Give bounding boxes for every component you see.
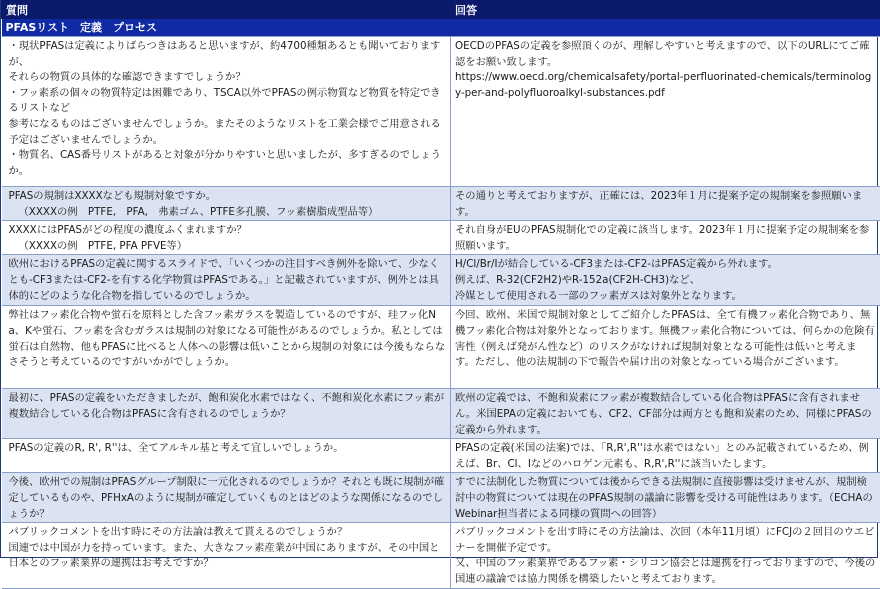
question-cell: [2, 255, 451, 306]
answer-cell: [451, 389, 880, 439]
qa-table: [1, 0, 880, 589]
answer-cell: [451, 306, 880, 389]
question-text: 弊社はフッ素化合物や蛍石を原料とした含フッ素ガラスを製造しているのですが、珪フッ化Na、Kや蛍石、フッ素を含むガラスは規制の対象になる可能性があるのでしょうか。私としては蛍石は自然物、他もPFASに比べると人体への影響は低いことから規制の対象には今後もならなさそうと考えているのですがいかがでしょうか。: [8, 309, 446, 369]
question-column-header: 質問: [2, 0, 451, 19]
answer-text: PFASの定義(米国の法案)では、「R,R',R''は水素ではない」とのみ記載されているため、例えば、Br、Cl、Iなどのハロゲン元素も、R,R',R''に該当いたします。: [455, 442, 869, 470]
answer-text: H/Cl/Br/Iが結合している-CF3または-CF2-はPFAS定義から外れます。: [455, 258, 778, 271]
answer-column-header: 回答: [451, 0, 880, 19]
answer-cell: [451, 221, 880, 255]
section-title: PFASリスト 定義 プロセス: [2, 19, 880, 37]
question-text: （XXXXの例 PTFE, PFA, 弗素ゴム、PTFE多孔膜、フッ素樹脂成型品等）: [18, 205, 379, 218]
answer-text: 例えば、R-32(CF2H2)やR-152a(CF2H-CH3)など、: [455, 273, 700, 286]
question-text: PFASの定義のR, R', R''は、全てアルキル基と考えて宜しいでしょうか。: [8, 442, 344, 455]
table-row: [2, 255, 880, 306]
question-text: それらの物質の具体的な確認できますでしょうか？: [8, 71, 246, 84]
question-cell: [2, 37, 451, 187]
question-text: 欧州におけるPFASの定義に関するスライドで、「いくつかの注目すべき例外を除いて、少なくとも-CF3または-CF2-を有する化学物質はPFASである。」と記載されていますが、例外とは具体的にどのような化合物を指しているのでしょうか。: [8, 258, 440, 302]
answer-text: その通りと考えておりますが、正確には、2023年１月に提案予定の規制案を参照願います。: [455, 190, 863, 218]
table-row: [2, 523, 880, 588]
table-row: [2, 187, 880, 221]
oecd-url-link[interactable]: https://www.oecd.org/chemicalsafety/portal-perfluorinated-chemicals/terminology-per-and-polyfluoroalkyl-substances.pdf: [455, 71, 872, 99]
question-cell: [2, 439, 451, 473]
question-text: 国連では中国が力を持っています。また、大きなフッ素産業が中国にありますが、その中国と日本とのフッ素業界の連携はお考えですか？: [8, 541, 440, 570]
question-cell: [2, 523, 451, 588]
answer-cell: [451, 439, 880, 473]
answer-cell: [451, 255, 880, 306]
table-row: [2, 473, 880, 523]
answer-cell: [451, 523, 880, 588]
table-row: [2, 306, 880, 389]
answer-text: 欧州の定義では、不飽和炭素にフッ素が複数結合している化合物はPFASに含有されません。米国EPAの定義においても、CF2、CF部分は両方とも飽和炭素のため、同様にPFASの定義から外れます。: [455, 392, 872, 436]
question-cell: [2, 221, 451, 255]
question-text: ・現状PFASは定義によりばらつきはあると思いますが、約4700種類あるとも聞いておりますが、: [8, 40, 441, 68]
question-cell: [2, 306, 451, 389]
question-text: ・フッ素系の個々の物質特定は困難であり、TSCA以外でPFASの例示物質など物質を特定できるリストなど: [8, 86, 441, 115]
answer-text: それ自身がEUのPFAS規制化での定義に該当します。2023年１月に提案予定の規制案を参照願います。: [455, 224, 870, 252]
answer-text: すでに法制化した物質については後からできる法規制に直接影響は受けませんが、規制検討中の物質については現在のPFAS規制の議論に影響を受ける可能性はあります。（ECHAのWebinar担当者による同様の質問への回答）: [455, 476, 873, 520]
answer-text: パブリックコメントを出す時にその方法論は、次回（本年11月頃）にFCJの２回目のウエビナーを開催予定です。: [455, 526, 875, 554]
table-header: [2, 0, 880, 19]
table-row: [2, 37, 880, 187]
question-text: 参考になるものはございませんでしょうか。またそのようなリストを工業会様でご用意される予定はございませんでしょうか。: [8, 117, 441, 146]
question-cell: [2, 187, 451, 221]
table-body: [2, 19, 880, 588]
question-cell: [2, 473, 451, 523]
question-text: 最初に、PFASの定義をいただきましたが、飽和炭化水素ではなく、不飽和炭化水素にフッ素が複数結合している化合物はPFASに含有されるのでしょうか？: [8, 392, 445, 420]
answer-text: 又、中国のフッ素業界であるフッ素・シリコン協会とは連携を行っておりますので、今後の国連の議論では協力関係を構築したいと考えております。: [455, 557, 876, 585]
answer-text: 冷媒として使用される一部のフッ素ガスは対象外となります。: [455, 289, 742, 302]
answer-cell: [451, 187, 880, 221]
question-text: パブリックコメントを出す時にその方法論は教えて貰えるのでしょうか？: [8, 526, 348, 539]
answer-cell: [451, 473, 880, 523]
table-row: [2, 221, 880, 255]
question-text: 今後、欧州での規制はPFASグループ制限に一元化されるのでしょうか？それとも既に規制が確定しているものや、PFHxAのように規制が確定していくものとはどのような関係になるのでしょうか？: [8, 476, 445, 520]
table-row: [2, 389, 880, 439]
table-row: [2, 439, 880, 473]
question-text: ・物質名、CAS番号リストがあると対象が分かりやすいと思いましたが、多すぎるのでしょうか。: [8, 149, 441, 177]
question-text: （XXXXの例 PTFE, PFA PFVE等）: [18, 239, 188, 252]
answer-text: 今回、欧州、米国で規制対象としてご紹介したPFASは、全て有機フッ素化合物であり、無機フッ素化合物は対象外となっております。無機フッ素化合物については、何らかの危険有害性（例えば発がん性など）のリスクがなければ規制対象となる可能性は低いと考えます。ただし、他の法規制の下で報告や届け出の対象となっている場合がございます。: [455, 309, 875, 369]
question-text: XXXXにはPFASがどの程度の濃度ふくまれますか？: [8, 224, 247, 237]
answer-text: OECDのPFASの定義を参照頂くのが、理解しやすいと考えますので、以下のURLにてご確認をお願い致します。: [455, 40, 870, 68]
section-row: [2, 19, 880, 37]
question-cell: [2, 389, 451, 439]
question-text: PFASの規制はXXXXなども規制対象ですか。: [8, 190, 216, 202]
answer-cell: [451, 37, 880, 187]
